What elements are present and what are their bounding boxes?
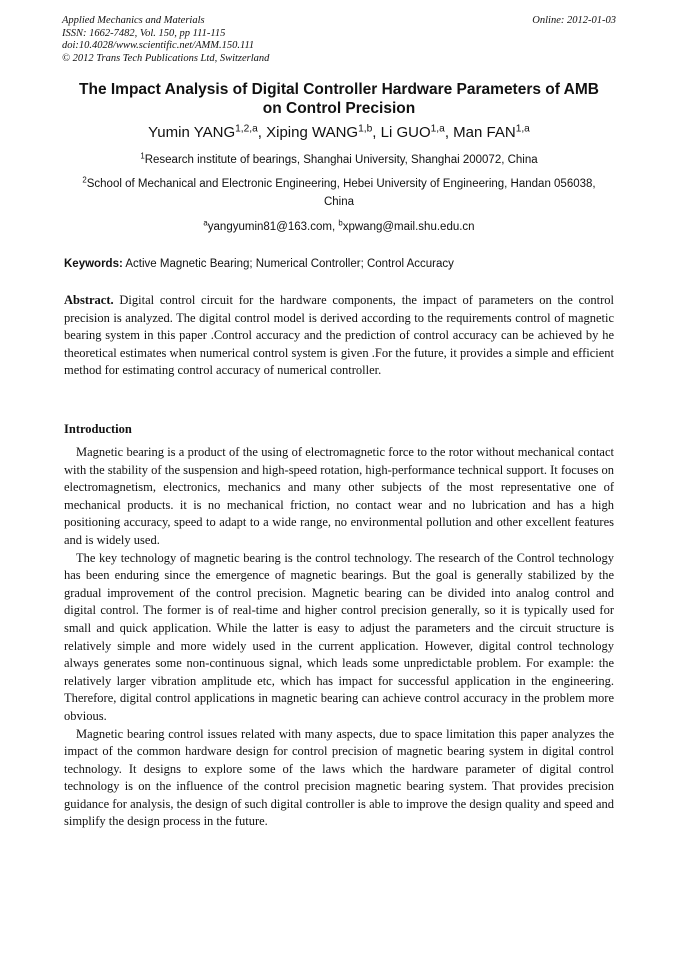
author-name: Xiping WANG	[266, 124, 359, 141]
body-paragraph: Magnetic bearing control issues related with many aspects, due to space limitation this paper analyzes the impact of the common hardware design for control precision of magnetic bearing system in digital control technology. It designs to explore some of the laws which the hardware parameter of digital control technology is on the influence of the control precision magnetic bearing system. That provides precision guidance for analysis, the design of such digital controller is able to improve the design quality and speed and simplify the design process in the future.	[64, 726, 614, 829]
abstract-label: Abstract.	[64, 293, 114, 307]
author-list	[40, 124, 638, 142]
email-sup: a	[203, 218, 208, 228]
affiliation-sup: 2	[82, 175, 87, 185]
introduction-heading: Introduction	[64, 422, 132, 436]
abstract	[64, 292, 614, 380]
online-date: Online: 2012-01-03	[532, 15, 616, 26]
paper-title: The Impact Analysis of Digital Controller Hardware Parameters of AMB on Control Precision	[79, 81, 599, 117]
abstract-text: Digital control circuit for the hardware components, the impact of parameters on the control precision is analyzed. The digital control model is derived according to the requirements control of magnetic bearing system in this paper .Control accuracy and the prediction of control accuracy can be achieved by he theoretical estimates when numerical control system is given .For the future, it provides a simple and efficient method for estimating control accuracy of numerical controller.	[64, 293, 614, 378]
keywords-label: Keywords:	[64, 258, 123, 270]
affiliation-text: Research institute of bearings, Shanghai University, Shanghai 200072, China	[144, 154, 538, 166]
body-paragraph: The key technology of magnetic bearing is the control technology. The research of the Control technology has been enduring since the emergence of magnetic bearings. But the goal is generally stabilized by the gradual improvement of the control precision. Magnetic bearing can be divided into analog control and digital control. The former is of real-time and higher control precision generally, so it is typically used for small and quick application. While the latter is easy to adjust the parameters and the circuit structure is relatively simple and more widely used in the current application. However, digital control technology always generates some non-continuous signal, which leads some unpredictable problem. For example: the relatively larger vibration amplitude etc, which has impact for successful application in the engineering. Therefore, digital control applications in magnetic bearing can achieve control accuracy in the problem more obvious.	[64, 550, 614, 723]
author-emails	[70, 218, 608, 236]
affiliation-text: School of Mechanical and Electronic Engineering, Hebei University of Engineering, Handan 056038, China	[86, 178, 596, 208]
email-b: xpwang@mail.shu.edu.cn	[342, 221, 475, 233]
author-sep: ,	[372, 124, 381, 141]
author-name: Man FAN	[453, 124, 516, 141]
author-affil-sup: 1,2,a	[235, 123, 258, 135]
author-affil-sup: 1,a	[515, 123, 530, 135]
keywords	[64, 256, 618, 272]
author-affil-sup: 1,b	[358, 123, 373, 135]
affiliation-2	[70, 175, 608, 211]
copyright-line: © 2012 Trans Tech Publications Ltd, Switzerland	[62, 52, 270, 64]
author-name: Yumin YANG	[148, 124, 236, 141]
affiliation-1	[70, 151, 608, 169]
introduction-body	[64, 444, 614, 831]
journal-name: Applied Mechanics and Materials	[62, 15, 205, 26]
issn-line: ISSN: 1662-7482, Vol. 150, pp 111-115	[62, 27, 226, 39]
author-affil-sup: 1,a	[430, 123, 445, 135]
keywords-text: Active Magnetic Bearing; Numerical Controller; Control Accuracy	[122, 258, 454, 270]
author-name: Li GUO	[380, 124, 431, 141]
email-a: yangyumin81@163.com,	[207, 221, 339, 233]
email-sup: b	[338, 218, 343, 228]
doi-line: doi:10.4028/www.scientific.net/AMM.150.111	[62, 40, 255, 51]
author-sep: ,	[257, 124, 267, 141]
body-paragraph: Magnetic bearing is a product of the using of electromagnetic force to the rotor without mechanical contact with the stability of the suspension and high-speed rotation, high-performance technical support. It focuses on electromagnetism, electronics, mechanics and many other subjects of the most representative one of mechanical products. it is no mechanical friction, no contact wear and no lubrication and has a high positioning accuracy, speed to adapt to a wide range, no environmental pollution and other excellent features and is widely used.	[64, 445, 614, 547]
author-sep: ,	[444, 124, 454, 141]
affiliation-sup: 1	[140, 151, 145, 161]
journal-header	[62, 15, 269, 65]
